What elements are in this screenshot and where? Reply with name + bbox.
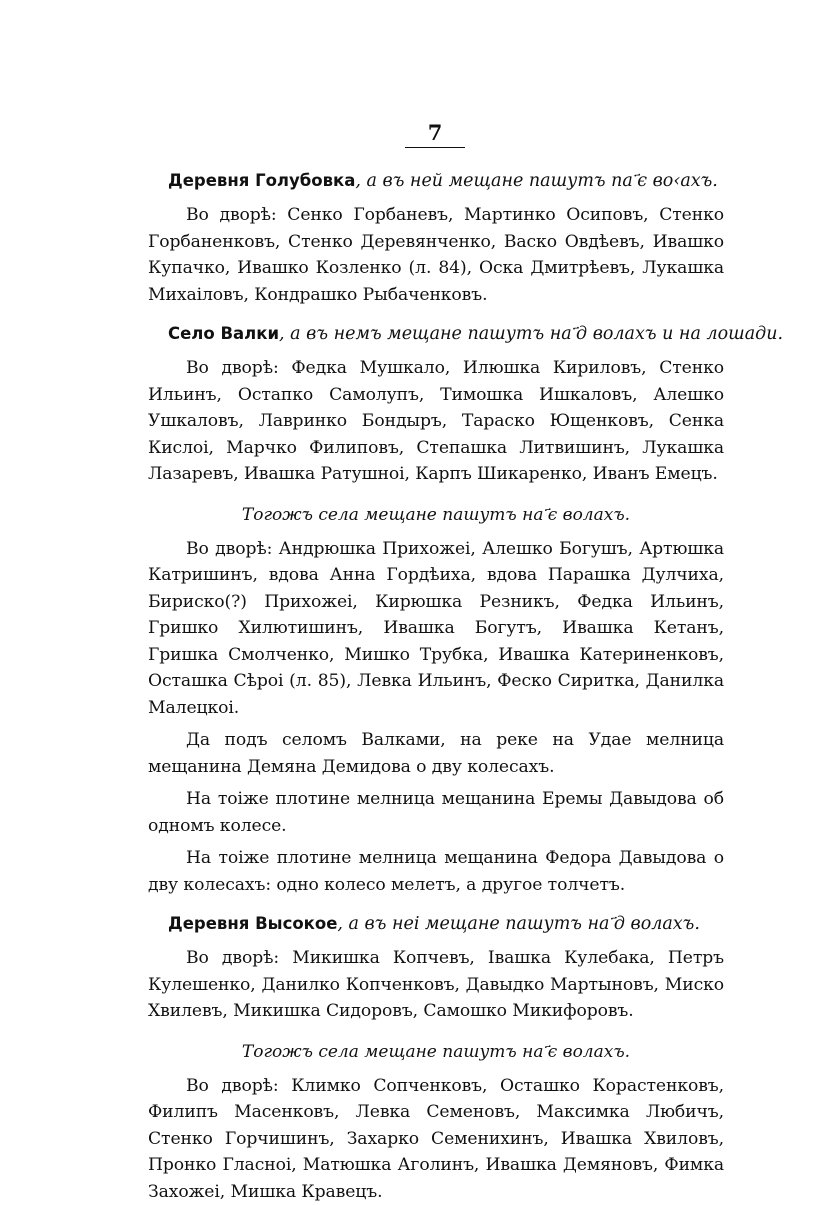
paragraph-golubovka-households: Во дворѣ: Сенко Горбаневъ, Мартинко Осиповъ, Стенко Горбаненковъ, Стенко Деревянченко, Васко Овдѣевъ, Ивашко Купачко, Ивашко Козленко (л. 84), Оска Дмитрѣевъ, Лукашка Михаiловъ, Кондрашко Рыбаченковъ.	[148, 202, 724, 308]
paragraph-mill-demidov: Да подъ селомъ Валками, на реке на Удае мелница мещанина Демяна Демидова о дву колесахъ.	[148, 727, 724, 780]
subheading-valki-second	[148, 502, 724, 528]
paragraph-vysokoe-households: Во дворѣ: Микишка Копчевъ, Iвашка Кулебака, Петръ Кулешенко, Данилко Копченковъ, Давыдко Мартыновъ, Миско Хвилевъ, Микишка Сидоровъ, Самошко Микифоровъ.	[148, 945, 724, 1025]
heading-subtitle: , а въ немъ мещане пашутъ на ҃д волахъ и на лошади.	[279, 324, 783, 344]
heading-golubovka	[148, 168, 724, 194]
heading-title: Деревня Голубовка	[168, 171, 355, 190]
heading-vysokoe	[148, 911, 724, 937]
subheading-text: Тогожъ села мещане пашутъ на ҃є волахъ.	[242, 505, 630, 525]
paragraph-vysokoe-second-households: Во дворѣ: Климко Сопченковъ, Осташко Корастенковъ, Филипъ Масенковъ, Левка Семеновъ, Максимка Любичъ, Стенко Горчишинъ, Захарко Семенихинъ, Ивашка Хвиловъ, Пронко Гласноi, Матюшка Аголинъ, Ивашка Демяновъ, Фимка Захожеi, Мишка Кравецъ.	[148, 1073, 724, 1205]
heading-title: Село Валки	[168, 324, 279, 343]
page-number: 7	[405, 120, 465, 148]
subheading-text: Тогожъ села мещане пашутъ на ҃є волахъ.	[242, 1042, 630, 1062]
subheading-vysokoe-second	[148, 1039, 724, 1065]
page-content	[148, 168, 724, 1205]
paragraph-valki-households: Во дворѣ: Федка Мушкало, Илюшка Кириловъ, Стенко Ильинъ, Остапко Самолупъ, Тимошка Ишкаловъ, Алешко Ушкаловъ, Лавринко Бондыръ, Тараско Ющенковъ, Сенка Кислоi, Марчко Филиповъ, Степашка Литвишинъ, Лукашка Лазаревъ, Ивашка Ратушноi, Карпъ Шикаренко, Иванъ Емецъ.	[148, 355, 724, 488]
heading-valki	[148, 321, 724, 347]
heading-title: Деревня Высокое	[168, 914, 337, 933]
heading-subtitle: , а въ неi мещане пашутъ на ҃д волахъ.	[337, 914, 699, 934]
heading-subtitle: , а въ ней мещане пашутъ па ҃є во‹ахъ.	[355, 171, 717, 191]
paragraph-mill-eremy: На тоiже плотине мелница мещанина Еремы Давыдова об одномъ колесе.	[148, 786, 724, 839]
paragraph-valki-second-households: Во дворѣ: Андрюшка Прихожеi, Алешко Богушъ, Артюшка Катришинъ, вдова Анна Гордѣиха, вдова Парашка Дулчиха, Бириско(?) Прихожеi, Кирюшка Резникъ, Федка Ильинъ, Гришко Хилютишинъ, Ивашка Богутъ, Ивашка Кетанъ, Гришка Смолченко, Мишко Трубка, Ивашка Катериненковъ, Осташка Сѣроi (л. 85), Левка Ильинъ, Феско Сиритка, Данилка Малецкоi.	[148, 536, 724, 722]
paragraph-mill-fedor: На тоiже плотине мелница мещанина Федора Давыдова о дву колесахъ: одно колесо мелетъ, а другое толчетъ.	[148, 845, 724, 898]
